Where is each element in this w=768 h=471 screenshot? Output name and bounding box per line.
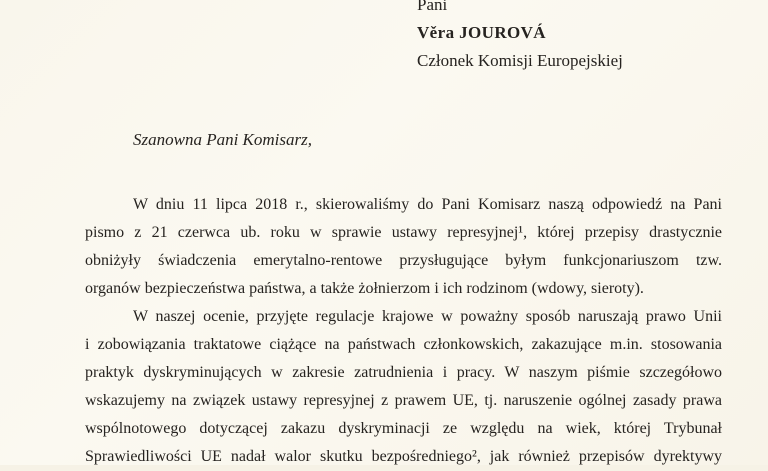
body-line: organów bezpieczeństwa państwa, a także żołnierzom i ich rodzinom (wdowy, sieroty). bbox=[85, 280, 644, 297]
body-line: praktyk dyskryminujących w zakresie zatrudnienia i pracy. W naszym piśmie szczegółowo bbox=[85, 364, 722, 381]
body-line: W dniu 11 lipca 2018 r., skierowaliśmy do Pani Komisarz naszą odpowiedź na Pani bbox=[133, 196, 722, 213]
body-line: wskazujemy na związek ustawy represyjnej z prawem UE, tj. naruszenie ogólnej zasady prawa bbox=[85, 392, 722, 409]
body-line: wspólnotowego dotyczącej zakazu dyskryminacji ze względu na wiek, której Trybunał bbox=[85, 420, 722, 437]
body-line: pismo z 21 czerwca ub. roku w sprawie ustawy represyjnej¹, której przepisy drastycznie bbox=[85, 224, 722, 241]
recipient-salutation: Pani bbox=[417, 0, 448, 14]
body-line: obniżyły świadczenia emerytalno-rentowe przysługujące byłym funkcjonariuszom tzw. bbox=[85, 252, 722, 269]
body-line: i zobowiązania traktatowe ciążące na państwach członkowskich, zakazujące m.in. stosowania bbox=[85, 336, 722, 353]
letter-body bbox=[85, 191, 722, 471]
greeting: Szanowna Pani Komisarz, bbox=[133, 130, 312, 149]
body-line: Sprawiedliwości UE nadał walor skutku bezpośredniego², jak również przepisów dyrektywy bbox=[85, 448, 722, 465]
recipient-name: Věra JOUROVÁ bbox=[417, 23, 546, 42]
body-line: W naszej ocenie, przyjęte regulacje krajowe w poważny sposób naruszają prawo Unii bbox=[133, 308, 722, 325]
recipient-block bbox=[417, 0, 623, 75]
recipient-title: Członek Komisji Europejskiej bbox=[417, 51, 623, 70]
